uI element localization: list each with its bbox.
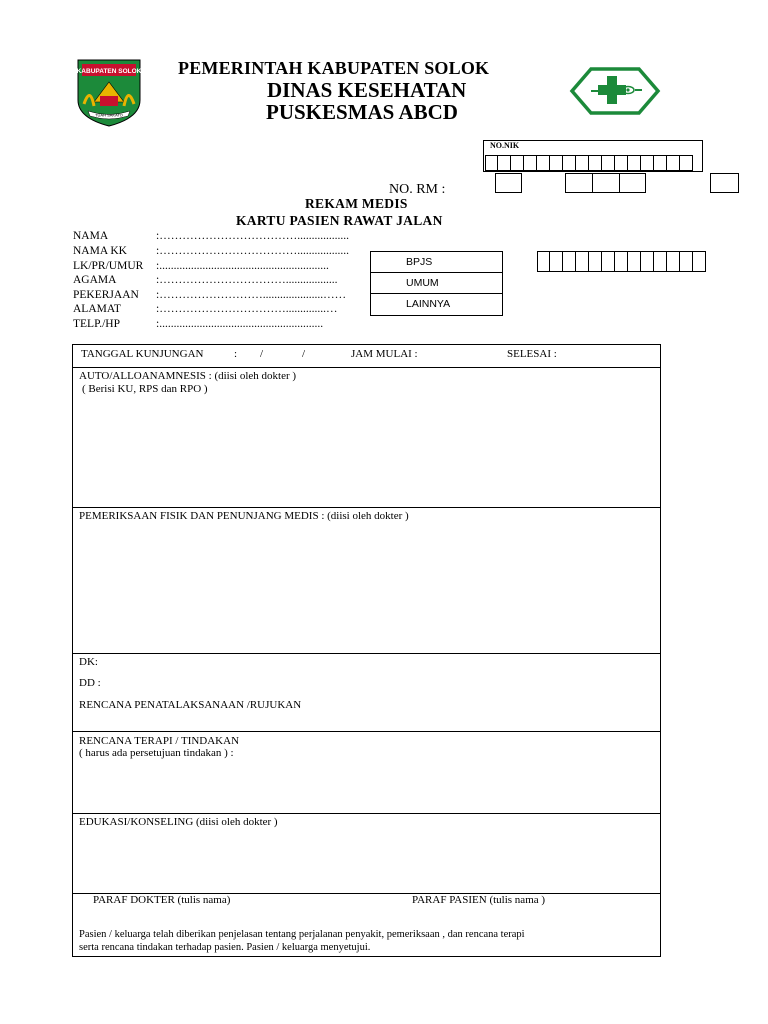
emblem-motto: TUAH SAKATO — [95, 112, 123, 118]
nik-digit-box-14[interactable] — [654, 155, 667, 171]
nik-grid[interactable] — [485, 155, 693, 171]
nik-digit-box-12[interactable] — [628, 155, 641, 171]
nik-digit-box-7[interactable] — [563, 155, 576, 171]
payment-umum[interactable]: UMUM — [371, 273, 502, 294]
bpjs-digit-box-8[interactable] — [628, 251, 641, 272]
visit-row — [73, 345, 660, 368]
puskesmas-logo — [569, 66, 661, 116]
bpjs-number-grid[interactable] — [537, 251, 706, 272]
nik-digit-box-11[interactable] — [615, 155, 628, 171]
payment-type-box — [370, 251, 503, 316]
therapy-title: RENCANA TERAPI / TINDAKAN — [79, 735, 240, 747]
doctor-signature-label[interactable]: PARAF DOKTER (tulis nama) — [93, 894, 231, 906]
bpjs-digit-box-10[interactable] — [654, 251, 667, 272]
kabupaten-solok-emblem — [74, 56, 144, 128]
nik-label: NO.NIK — [490, 141, 520, 150]
bpjs-digit-box-2[interactable] — [550, 251, 563, 272]
nik-digit-box-10[interactable] — [602, 155, 615, 171]
field-pekerjaan[interactable]: PEKERJAAN :……………………….....................…… — [73, 289, 347, 301]
diagnosis-section[interactable] — [73, 654, 660, 732]
nik-digit-box-15[interactable] — [667, 155, 680, 171]
visit-date-slash-2[interactable]: / — [302, 348, 306, 360]
nik-digit-box-9[interactable] — [589, 155, 602, 171]
bpjs-digit-box-4[interactable] — [576, 251, 589, 272]
nik-digit-box-13[interactable] — [641, 155, 654, 171]
education-section[interactable] — [73, 814, 660, 894]
nik-digit-box-6[interactable] — [550, 155, 563, 171]
payment-lainnya[interactable]: LAINNYA — [406, 298, 451, 310]
field-telp-hp[interactable]: TELP./HP :......................................................... — [73, 318, 324, 330]
visit-date-colon: : — [234, 348, 238, 360]
bpjs-digit-box-3[interactable] — [563, 251, 576, 272]
medical-form-table — [72, 344, 661, 957]
nik-digit-box-4[interactable] — [524, 155, 537, 171]
rm-box-1[interactable] — [495, 173, 522, 193]
field-agama[interactable]: AGAMA :…………………………….................. — [73, 274, 338, 286]
exam-section[interactable] — [73, 508, 660, 654]
bpjs-digit-box-13[interactable] — [693, 251, 706, 272]
consent-line-2: serta rencana tindakan terhadap pasien. Pasien / keluarga menyetujui. — [79, 942, 371, 953]
end-time-label[interactable]: SELESAI : — [507, 348, 557, 360]
rm-box-last[interactable] — [710, 173, 739, 193]
field-nama[interactable]: NAMA :……………………………….................. — [73, 230, 349, 242]
payment-bpjs[interactable]: BPJS — [371, 252, 502, 273]
consent-line-1: Pasien / keluarga telah diberikan penjelasan tentang perjalanan penyakit, pemeriksaan , dan rencana terapi — [79, 929, 525, 940]
bpjs-digit-box-9[interactable] — [641, 251, 654, 272]
bpjs-digit-box-6[interactable] — [602, 251, 615, 272]
header-health-office: DINAS KESEHATAN — [267, 78, 467, 102]
bpjs-digit-box-5[interactable] — [589, 251, 602, 272]
rm-box-group[interactable] — [565, 173, 646, 193]
bpjs-digit-box-11[interactable] — [667, 251, 680, 272]
bpjs-digit-box-12[interactable] — [680, 251, 693, 272]
nik-digit-box-2[interactable] — [498, 155, 511, 171]
header-government: PEMERINTAH KABUPATEN SOLOK — [178, 58, 490, 78]
signature-section — [73, 894, 660, 956]
visit-date-slash-1[interactable]: / — [260, 348, 264, 360]
nik-digit-box-8[interactable] — [576, 155, 589, 171]
visit-date-label: TANGGAL KUNJUNGAN — [81, 348, 204, 360]
nik-digit-box-16[interactable] — [680, 155, 693, 171]
education-title: EDUKASI/KONSELING (diisi oleh dokter ) — [79, 816, 278, 828]
bpjs-digit-box-1[interactable] — [537, 251, 550, 272]
nik-digit-box-5[interactable] — [537, 155, 550, 171]
rm-label: NO. RM : — [389, 182, 446, 197]
nik-digit-box-1[interactable] — [485, 155, 498, 171]
emblem-text: KABUPATEN SOLOK — [76, 68, 142, 75]
plan-label: RENCANA PENATALAKSANAAN /RUJUKAN — [79, 699, 302, 711]
field-nama-kk[interactable]: NAMA KK :……………………………….................. — [73, 245, 349, 257]
header-puskesmas: PUSKESMAS ABCD — [266, 100, 458, 124]
anamnesis-title: AUTO/ALLOANAMNESIS : (diisi oleh dokter ) — [79, 370, 297, 382]
therapy-note: ( harus ada persetujuan tindakan ) : — [79, 747, 234, 759]
patient-signature-label[interactable]: PARAF PASIEN (tulis nama ) — [412, 894, 546, 906]
dd-label: DD : — [79, 677, 101, 689]
bpjs-digit-box-7[interactable] — [615, 251, 628, 272]
field-lk-pr-umur[interactable]: LK/PR/UMUR :........................................................... — [73, 260, 329, 272]
start-time-label[interactable]: JAM MULAI : — [351, 348, 418, 360]
dk-label: DK: — [79, 656, 98, 668]
title-kartu-pasien: KARTU PASIEN RAWAT JALAN — [236, 213, 443, 228]
exam-title: PEMERIKSAAN FISIK DAN PENUNJANG MEDIS : (diisi oleh dokter ) — [79, 510, 409, 522]
title-rekam-medis: REKAM MEDIS — [305, 196, 408, 211]
nik-digit-box-3[interactable] — [511, 155, 524, 171]
anamnesis-section[interactable] — [73, 368, 660, 508]
field-alamat[interactable]: ALAMAT :……………………………..............… — [73, 303, 338, 315]
therapy-section[interactable] — [73, 732, 660, 814]
anamnesis-note: ( Berisi KU, RPS dan RPO ) — [82, 383, 208, 395]
